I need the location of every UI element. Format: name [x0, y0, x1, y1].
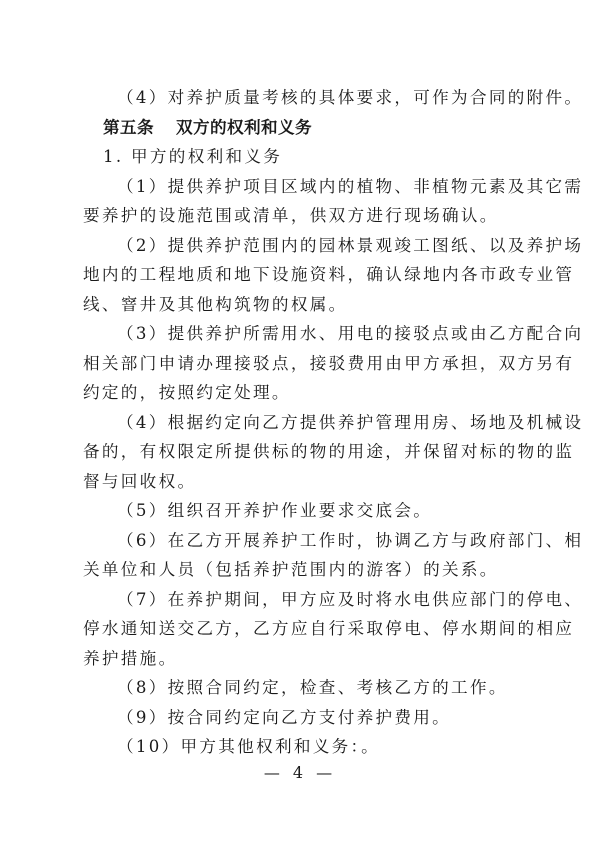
paragraph-line: 停水通知送交乙方，乙方应自行采取停电、停水期间的相应 [83, 619, 575, 638]
paragraph-line: 关单位和人员（包括养护范围内的游客）的关系。 [83, 560, 499, 579]
article-title: 双方的权利和义务 [175, 117, 312, 137]
paragraph-line: 线、窨井及其他构筑物的权属。 [83, 294, 348, 314]
paragraph-line: 要养护的设施范围或清单，供双方进行现场确认。 [83, 206, 499, 225]
paragraph-line: （9）按合同约定向乙方支付养护费用。 [117, 707, 452, 727]
article-5-heading [83, 113, 519, 143]
paragraph-item-9 [83, 703, 519, 733]
paragraph-line: 督与回收权。 [83, 471, 197, 491]
section-1-heading: 1. 甲方的权利和义务 [103, 147, 283, 166]
paragraph-item-1 [83, 172, 584, 231]
paragraph-line: （5）组织召开养护作业要求交底会。 [117, 501, 433, 520]
paragraph-line: （2）提供养护范围内的园林景观竣工图纸、以及养护场 [117, 235, 584, 255]
paragraph-line: （8）按照合同约定，检查、考核乙方的工作。 [117, 678, 508, 697]
paragraph-line: （4）根据约定向乙方提供养护管理用房、场地及机械设 [117, 412, 584, 432]
article-number: 第五条 [103, 117, 154, 137]
paragraph-item-3 [83, 319, 584, 408]
paragraph-line: （6）在乙方开展养护工作时，协调乙方与政府部门、相 [117, 530, 584, 550]
paragraph-item-7 [83, 585, 584, 674]
paragraph-item-8 [83, 673, 519, 703]
paragraph-item-6 [83, 526, 584, 585]
paragraph-line: 备的，有权限定所提供标的物的用途，并保留对标的物的监 [83, 442, 575, 461]
paragraph-item-2 [83, 231, 584, 320]
paragraph-item-5 [83, 496, 519, 526]
paragraph-line: 养护措施。 [83, 648, 178, 668]
document-page [83, 83, 584, 762]
paragraph-line: 相关部门申请办理接驳点，接驳费用由甲方承担，双方另有 [83, 353, 575, 373]
paragraph-line: （7）在养护期间，甲方应及时将水电供应部门的停电、 [117, 589, 584, 609]
paragraph-item-4 [83, 408, 584, 497]
paragraph-line: （3）提供养护所需用水、用电的接驳点或由乙方配合向 [117, 324, 584, 343]
paragraph-item-4-attachment: （4）对养护质量考核的具体要求，可作为合同的附件。 [117, 88, 584, 107]
paragraph-line: （10）甲方其他权利和义务：。 [117, 737, 381, 756]
paragraph-line: 地内的工程地质和地下设施资料，确认绿地内各市政专业管 [83, 265, 575, 284]
page-number: — 4 — [263, 763, 337, 782]
paragraph-line: （1）提供养护项目区域内的植物、非植物元素及其它需 [117, 176, 584, 196]
paragraph-line: 约定的，按照约定处理。 [83, 383, 291, 402]
paragraph-item-10 [83, 732, 519, 762]
